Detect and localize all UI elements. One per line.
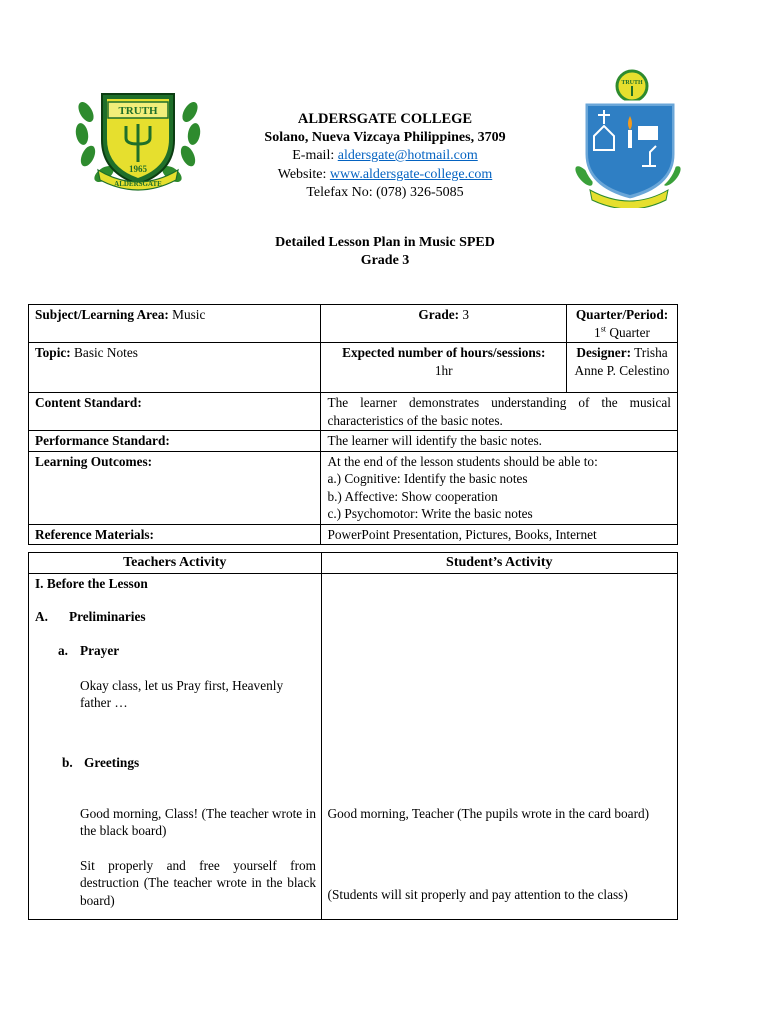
content-standard-value: The learner demonstrates understanding of the musical characteristics of the basic notes.: [321, 393, 678, 431]
designer-value: Trisha Anne P. Celestino: [574, 345, 670, 378]
quarter-sup: st: [600, 324, 607, 334]
reference-value: PowerPoint Presentation, Pictures, Books, Internet: [321, 524, 678, 545]
college-name: ALDERSGATE COLLEGE: [297, 111, 473, 127]
topic-value: Basic Notes: [70, 345, 138, 360]
greeting-teacher-text: Good morning, Class! (The teacher wrote in the black board): [80, 805, 316, 838]
outcome-item: a.) Cognitive: Identify the basic notes: [327, 471, 528, 486]
section-preliminaries: Preliminaries: [69, 608, 146, 624]
section-a-letter: A.: [35, 608, 48, 624]
quarter-text: Quarter: [606, 324, 650, 340]
subject-label: Subject/Learning Area:: [35, 307, 169, 322]
quarter-num: 1: [594, 324, 601, 340]
outcomes-cell: [321, 451, 678, 524]
topic-label: Topic:: [35, 345, 71, 360]
hours-label: Expected number of hours/sessions:: [342, 345, 546, 360]
performance-standard-label: Performance Standard:: [35, 433, 170, 448]
seal-left-motto: TRUTH: [118, 105, 158, 117]
email-link[interactable]: aldersgate@hotmail.com: [337, 148, 478, 163]
teacher-activity-header: Teachers Activity: [29, 553, 322, 574]
title-line-1: Detailed Lesson Plan in Music SPED: [275, 235, 495, 250]
performance-standard-label-cell: [29, 431, 321, 452]
topic-cell: [29, 343, 321, 393]
document-title: [190, 234, 580, 270]
quarter-label: Quarter/Period:: [575, 307, 669, 322]
content-standard-label: Content Standard:: [35, 395, 142, 410]
item-a-letter: a.: [58, 642, 68, 658]
item-prayer: Prayer: [80, 642, 120, 658]
title-line-2: Grade 3: [360, 253, 410, 268]
seal-left-year: 1965: [129, 164, 147, 174]
email-line: [190, 147, 580, 166]
grade-cell: [321, 305, 567, 343]
outcomes-label-cell: [29, 451, 321, 524]
student-activity-header: Student’s Activity: [321, 553, 677, 574]
website-label: Website:: [277, 166, 330, 182]
content-standard-label-cell: [29, 393, 321, 431]
website-line: [190, 166, 580, 185]
grade-value: 3: [459, 307, 470, 322]
performance-standard-value: The learner will identify the basic notes.: [321, 431, 678, 452]
hours-value: 1hr: [434, 362, 453, 378]
activity-table: [28, 552, 678, 920]
outcome-item: b.) Affective: Show cooperation: [327, 488, 498, 504]
sit-teacher-text: Sit properly and free yourself from destruction (The teacher wrote in the black board): [80, 857, 316, 908]
college-address: Solano, Nueva Vizcaya Philippines, 3709: [264, 129, 506, 145]
greeting-student-text: Good morning, Teacher (The pupils wrote in the card board): [327, 805, 650, 821]
website-link[interactable]: www.aldersgate-college.com: [329, 166, 493, 182]
seal-right-motto: TRUTH: [621, 80, 643, 86]
seal-left-icon: [72, 82, 204, 192]
hours-cell: [321, 343, 567, 393]
section-before-lesson: I. Before the Lesson: [35, 575, 148, 591]
item-greetings: Greetings: [84, 754, 140, 770]
college-seal-right: [572, 66, 684, 208]
seal-left-name: ALDERSGATE: [114, 180, 162, 188]
reference-label: Reference Materials:: [35, 526, 154, 542]
lesson-info-table: [28, 304, 678, 545]
quarter-cell: [567, 305, 678, 343]
outcomes-intro: At the end of the lesson students should be able to:: [327, 453, 598, 469]
prayer-text: Okay class, let us Pray first, Heavenly father …: [80, 677, 284, 710]
item-b-letter: b.: [62, 754, 73, 770]
reference-label-cell: [29, 524, 321, 545]
college-header: [190, 110, 580, 203]
outcomes-label: Learning Outcomes:: [35, 453, 153, 469]
student-activity-cell: [321, 573, 677, 919]
designer-label: Designer:: [576, 345, 632, 360]
subject-cell: [29, 305, 321, 343]
outcome-item: c.) Psychomotor: Write the basic notes: [327, 506, 533, 521]
email-label: E-mail:: [292, 148, 338, 163]
designer-cell: [567, 343, 678, 393]
sit-student-text: (Students will sit properly and pay attention to the class): [327, 886, 628, 902]
teacher-activity-cell: [29, 573, 322, 919]
subject-value: Music: [168, 307, 206, 322]
seal-right-icon: [572, 66, 684, 208]
grade-label: Grade:: [418, 307, 460, 322]
college-seal-left: [72, 82, 204, 192]
telefax: Telefax No: (078) 326-5085: [306, 185, 464, 200]
